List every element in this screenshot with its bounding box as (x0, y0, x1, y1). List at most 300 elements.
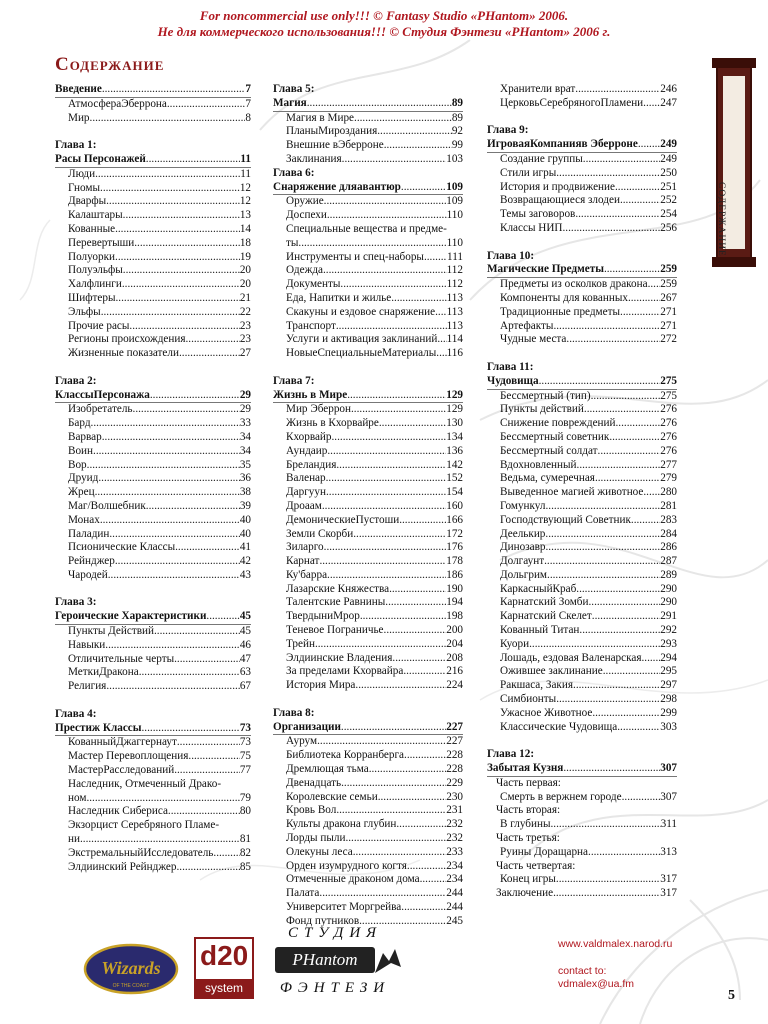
toc-leader-dots (91, 417, 240, 431)
toc-entry[interactable] (273, 431, 463, 445)
toc-page-number: 19 (239, 250, 251, 263)
toc-entry[interactable] (273, 459, 463, 473)
toc-entry[interactable] (273, 347, 463, 361)
toc-entry[interactable] (55, 264, 251, 278)
toc-entry-title: Жизненные показатели (68, 347, 179, 360)
toc-entry[interactable] (487, 153, 677, 167)
toc-entry[interactable] (55, 625, 251, 639)
toc-entry[interactable] (55, 98, 251, 112)
toc-chapter-heading: Глава 10: (487, 249, 535, 262)
toc-leader-dots (529, 638, 660, 652)
toc-entry[interactable] (55, 347, 251, 361)
toc-entry-title: АтмосфераЭберрона (68, 97, 167, 110)
toc-entry[interactable] (55, 333, 251, 347)
toc-entry-title: КованныйДжаггернаут (68, 736, 177, 749)
toc-entry-title: Кровь Вол (286, 804, 337, 817)
toc-entry[interactable] (55, 431, 251, 445)
toc-leader-dots (167, 98, 246, 112)
toc-chapter-title[interactable] (55, 389, 251, 404)
toc-entry[interactable] (273, 486, 463, 500)
toc-entry[interactable] (273, 887, 463, 901)
toc-entry[interactable] (273, 583, 463, 597)
toc-entry[interactable] (273, 264, 463, 278)
wizards-logo-text: Wizards (101, 958, 161, 978)
toc-entry[interactable] (273, 333, 463, 347)
toc-page-number: 23 (239, 319, 251, 332)
toc-entry[interactable] (55, 182, 251, 196)
toc-entry-title: Аундаир (286, 444, 328, 457)
toc-entry-title: Воин (68, 444, 94, 457)
toc-entry[interactable] (273, 791, 463, 805)
website-link[interactable]: www.valdmalex.narod.ru (558, 938, 673, 950)
toc-entry[interactable] (273, 153, 463, 167)
toc-entry[interactable] (487, 528, 677, 542)
toc-entry[interactable] (487, 665, 677, 679)
toc-entry[interactable] (273, 832, 463, 846)
toc-leader-dots (336, 804, 446, 818)
toc-page-number: 38 (239, 486, 251, 499)
toc-chapter-title[interactable] (273, 721, 463, 736)
toc-entry-title: Стили игры (500, 166, 557, 179)
toc-chapter-title[interactable] (487, 263, 677, 278)
toc-leader-dots (179, 347, 240, 361)
toc-chapter-title[interactable] (273, 97, 463, 112)
toc-entry[interactable] (55, 209, 251, 223)
toc-entry[interactable] (55, 680, 251, 694)
toc-entry-title: Лошадь, ездовая Валенарская (500, 651, 642, 664)
toc-entry[interactable] (55, 514, 251, 528)
toc-entry-title: Олекуны леса (286, 845, 353, 858)
toc-entry[interactable] (273, 901, 463, 915)
toc-page-number: 299 (660, 706, 677, 719)
toc-entry-continued: Часть первая: (496, 776, 561, 789)
toc-entry-title: Выведенное магией животное (500, 486, 644, 499)
toc-entry[interactable] (487, 97, 677, 111)
toc-entry[interactable] (487, 514, 677, 528)
toc-page-number: 277 (660, 458, 677, 471)
toc-entry[interactable] (273, 749, 463, 763)
toc-leader-dots (336, 459, 446, 473)
toc-spacer (487, 111, 677, 125)
toc-entry[interactable] (273, 804, 463, 818)
toc-page-number: 276 (660, 403, 677, 416)
toc-entry[interactable] (273, 209, 463, 223)
toc-entry[interactable] (273, 445, 463, 459)
toc-page-number: 230 (446, 790, 463, 803)
toc-leader-dots (575, 83, 660, 97)
toc-entry[interactable] (273, 251, 463, 265)
toc-entry[interactable] (273, 652, 463, 666)
toc-entry[interactable] (55, 459, 251, 473)
toc-leader-dots (322, 500, 446, 514)
toc-entry[interactable] (273, 112, 463, 126)
toc-entry[interactable] (273, 846, 463, 860)
toc-entry[interactable] (487, 83, 677, 97)
studio-phantom-logo (265, 925, 405, 1005)
toc-entry-title: Полуэльфы (68, 264, 123, 277)
toc-entry-title: Калаштары (68, 209, 123, 222)
toc-entry[interactable] (273, 679, 463, 693)
toc-leader-dots (340, 278, 446, 292)
toc-leader-dots (545, 528, 660, 542)
toc-leader-dots (174, 653, 240, 667)
toc-entry[interactable] (55, 792, 251, 806)
toc-entry[interactable] (55, 403, 251, 417)
toc-entry[interactable] (487, 500, 677, 514)
toc-entry-title: Друид (68, 472, 99, 485)
toc-entry[interactable] (487, 791, 677, 805)
toc-entry-title: Трейн (286, 637, 315, 650)
toc-leader-dots (100, 514, 240, 528)
toc-entry[interactable] (487, 167, 677, 181)
toc-entry[interactable] (273, 873, 463, 887)
toc-leader-dots (563, 222, 661, 236)
toc-chapter-title[interactable] (55, 153, 251, 168)
toc-page-number: 232 (446, 832, 463, 845)
toc-leader-dots (583, 153, 660, 167)
toc-page-number: 317 (660, 887, 677, 900)
toc-entry[interactable] (273, 320, 463, 334)
toc-page-number: 103 (446, 152, 463, 165)
toc-entry-title: Карнат (286, 555, 320, 568)
toc-entry[interactable] (55, 472, 251, 486)
toc-entry[interactable] (55, 764, 251, 778)
toc-page-number: 267 (660, 291, 677, 304)
toc-entry[interactable] (273, 777, 463, 791)
toc-entry-title: Изобретатель (68, 403, 133, 416)
toc-chapter-title[interactable] (55, 610, 251, 625)
toc-entry[interactable] (55, 306, 251, 320)
toc-chapter-title[interactable] (55, 83, 251, 98)
toc-entry[interactable] (487, 596, 677, 610)
toc-entry-title: Динозавр (500, 541, 546, 554)
toc-entry[interactable] (55, 445, 251, 459)
toc-entry[interactable] (487, 292, 677, 306)
toc-leader-dots (609, 431, 660, 445)
toc-leader-dots (377, 125, 452, 139)
toc-page-number: 276 (660, 444, 677, 457)
toc-leader-dots (108, 569, 240, 583)
toc-entry[interactable] (487, 222, 677, 236)
toc-entry[interactable] (55, 237, 251, 251)
toc-entry[interactable] (487, 320, 677, 334)
toc-page-number: 271 (660, 305, 677, 318)
toc-leader-dots (545, 541, 660, 555)
contact-info (558, 938, 672, 991)
toc-entry[interactable] (273, 472, 463, 486)
toc-page-number: 43 (239, 568, 251, 581)
toc-entry[interactable] (55, 320, 251, 334)
toc-entry[interactable] (273, 541, 463, 555)
toc-entry[interactable] (273, 292, 463, 306)
toc-page-number: 63 (239, 666, 251, 679)
toc-entry[interactable] (487, 541, 677, 555)
toc-entry[interactable] (55, 278, 251, 292)
toc-entry-title: Наследник Сибериса (68, 805, 168, 818)
toc-entry[interactable] (487, 721, 677, 735)
toc-page-number: 275 (660, 374, 677, 387)
toc-entry[interactable] (273, 569, 463, 583)
toc-entry[interactable] (487, 403, 677, 417)
toc-leader-dots (592, 707, 660, 721)
toc-entry[interactable] (55, 736, 251, 750)
toc-entry[interactable] (55, 666, 251, 680)
toc-entry-title: КлассыПерсонажа (55, 388, 150, 401)
toc-page-number: 36 (239, 472, 251, 485)
toc-leader-dots (598, 445, 661, 459)
toc-chapter-title[interactable] (487, 762, 677, 777)
toc-entry[interactable] (273, 403, 463, 417)
toc-entry[interactable] (55, 847, 251, 861)
toc-entry-title: Снижение повреждений (500, 417, 616, 430)
toc-entry[interactable] (273, 237, 463, 251)
toc-leader-dots (115, 223, 240, 237)
toc-entry[interactable] (487, 390, 677, 404)
toc-entry[interactable] (487, 610, 677, 624)
toc-page-number: 208 (446, 651, 463, 664)
toc-chapter-title[interactable] (273, 181, 463, 196)
toc-entry[interactable] (273, 763, 463, 777)
toc-leader-dots (354, 112, 452, 126)
toc-entry[interactable] (273, 125, 463, 139)
toc-entry[interactable] (487, 818, 677, 832)
toc-chapter-title[interactable] (273, 389, 463, 404)
toc-entry[interactable] (487, 679, 677, 693)
toc-leader-dots (392, 652, 446, 666)
toc-entry[interactable] (487, 555, 677, 569)
toc-entry-title: Маг/Волшебник (68, 499, 146, 512)
toc-entry[interactable] (55, 653, 251, 667)
toc-page-number: 73 (239, 736, 251, 749)
toc-entry[interactable] (55, 569, 251, 583)
toc-entry[interactable] (487, 638, 677, 652)
toc-entry-title: Возвращающиеся злодеи (500, 194, 620, 207)
toc-page-number: 77 (239, 764, 251, 777)
toc-page-number: 111 (447, 250, 463, 263)
toc-entry[interactable] (273, 417, 463, 431)
toc-leader-dots (628, 292, 660, 306)
toc-entry[interactable] (55, 833, 251, 847)
toc-entry[interactable] (55, 251, 251, 265)
toc-entry[interactable] (55, 500, 251, 514)
toc-leader-dots (298, 237, 446, 251)
toc-entry-title: ТвердыниМрор (286, 610, 360, 623)
toc-leader-dots (579, 624, 660, 638)
toc-leader-dots (341, 721, 446, 735)
toc-page-number: 89 (451, 111, 463, 124)
toc-entry-title: ЭкстремальныйИсследователь (68, 846, 214, 859)
toc-entry[interactable] (487, 887, 677, 901)
toc-entry[interactable] (487, 306, 677, 320)
toc-entry[interactable] (55, 541, 251, 555)
toc-entry[interactable] (273, 500, 463, 514)
toc-page-number: 130 (446, 417, 463, 430)
toc-entry[interactable] (487, 569, 677, 583)
wizards-of-the-coast-logo (82, 939, 180, 997)
toc-page-number: 190 (446, 582, 463, 595)
toc-page-number: 176 (446, 541, 463, 554)
toc-entry[interactable] (273, 818, 463, 832)
toc-page-number: 21 (239, 291, 251, 304)
toc-entry[interactable] (487, 459, 677, 473)
toc-entry[interactable] (273, 195, 463, 209)
toc-entry[interactable] (487, 417, 677, 431)
toc-entry[interactable] (487, 333, 677, 347)
toc-spacer (273, 693, 463, 707)
toc-entry[interactable] (487, 472, 677, 486)
toc-entry[interactable] (55, 486, 251, 500)
toc-leader-dots (109, 528, 239, 542)
toc-entry[interactable] (55, 750, 251, 764)
toc-entry[interactable] (273, 306, 463, 320)
toc-entry[interactable] (487, 194, 677, 208)
toc-entry-title: Бард (68, 417, 91, 430)
toc-page-number: 23 (239, 333, 251, 346)
toc-entry[interactable] (273, 139, 463, 153)
toc-column-2 (273, 83, 463, 929)
toc-leader-dots (592, 610, 660, 624)
toc-entry-title: Карнатский Скелет (500, 610, 592, 623)
toc-entry[interactable] (55, 639, 251, 653)
toc-entry-title: За пределами Кхорвайра (286, 665, 404, 678)
toc-chapter-title[interactable] (55, 722, 251, 737)
page-title: Содержание (55, 54, 165, 75)
toc-page-number: 295 (660, 665, 677, 678)
toc-page-number: 99 (451, 139, 463, 152)
toc-entry[interactable] (273, 860, 463, 874)
toc-page-number: 114 (446, 333, 463, 346)
toc-entry[interactable] (273, 665, 463, 679)
toc-entry[interactable] (487, 624, 677, 638)
toc-entry[interactable] (273, 514, 463, 528)
toc-entry[interactable] (55, 417, 251, 431)
toc-leader-dots (384, 139, 452, 153)
toc-leader-dots (327, 445, 446, 459)
toc-entry[interactable] (487, 846, 677, 860)
toc-leader-dots (213, 847, 239, 861)
toc-spacer (55, 694, 251, 708)
toc-entry[interactable] (487, 278, 677, 292)
toc-leader-dots (129, 320, 239, 334)
toc-leader-dots (435, 306, 447, 320)
toc-entry[interactable] (487, 486, 677, 500)
toc-entry[interactable] (55, 805, 251, 819)
toc-leader-dots (566, 333, 660, 347)
toc-entry[interactable] (487, 707, 677, 721)
toc-entry[interactable] (273, 638, 463, 652)
toc-leader-dots (575, 208, 660, 222)
toc-entry-title: Артефакты (500, 319, 554, 332)
toc-entry[interactable] (487, 873, 677, 887)
toc-entry-title: Лорды пыли (286, 832, 346, 845)
toc-leader-dots (146, 500, 240, 514)
toc-page-number: 280 (660, 486, 677, 499)
toc-entry[interactable] (487, 693, 677, 707)
toc-entry-title: Пункты Действий (68, 625, 154, 638)
toc-leader-dots (175, 541, 240, 555)
toc-page-number: 42 (239, 555, 251, 568)
toc-leader-dots (95, 168, 240, 182)
toc-entry-title: Полуорки (68, 250, 116, 263)
toc-leader-dots (351, 403, 446, 417)
toc-leader-dots (595, 472, 660, 486)
toc-chapter-title[interactable] (487, 138, 677, 153)
toc-page-number: 287 (660, 555, 677, 568)
toc-entry-title: Жизнь в Мире (273, 388, 348, 401)
toc-entry[interactable] (55, 168, 251, 182)
toc-leader-dots (573, 679, 660, 693)
toc-entry-title: Перевертыши (68, 236, 135, 249)
toc-page-number: 34 (239, 430, 251, 443)
toc-entry[interactable] (487, 445, 677, 459)
toc-leader-dots (106, 195, 240, 209)
toc-entry[interactable] (487, 583, 677, 597)
toc-page-number: 252 (660, 194, 677, 207)
toc-leader-dots (154, 625, 240, 639)
d20-logo-bottom: system (196, 979, 252, 997)
toc-entry-title: Талентские Равнины (286, 596, 386, 609)
toc-entry[interactable] (55, 112, 251, 126)
toc-leader-dots (324, 195, 447, 209)
toc-entry-title: Орден изумрудного когтя (286, 859, 407, 872)
toc-entry-title: Прочие расы (68, 319, 130, 332)
toc-page-number: 292 (660, 624, 677, 637)
toc-page-number: 12 (239, 195, 251, 208)
toc-leader-dots (401, 901, 446, 915)
toc-entry-title: Жизнь в Кхорвайре (286, 417, 379, 430)
toc-entry[interactable] (55, 861, 251, 875)
toc-chapter-heading: Глава 1: (55, 139, 97, 152)
toc-entry[interactable] (487, 208, 677, 222)
toc-entry[interactable] (273, 278, 463, 292)
toc-entry-title: Деелькир (500, 527, 546, 540)
toc-leader-dots (341, 777, 446, 791)
notice-line-ru: Не для коммерческого использования!!! © Студия Фэнтези «PHantom» 2006 г. (157, 24, 611, 39)
toc-page-number: 276 (660, 430, 677, 443)
toc-entry[interactable] (487, 431, 677, 445)
toc-entry[interactable] (273, 555, 463, 569)
toc-entry[interactable] (273, 610, 463, 624)
toc-page-number: 198 (446, 610, 463, 623)
toc-chapter-title[interactable] (487, 375, 677, 390)
toc-entry[interactable] (487, 652, 677, 666)
toc-entry[interactable] (55, 528, 251, 542)
toc-entry[interactable] (273, 528, 463, 542)
toc-entry-title: Карнатский Зомби (500, 596, 589, 609)
toc-entry-title: Руины Доращарна (500, 845, 589, 858)
toc-entry[interactable] (55, 223, 251, 237)
toc-page-number: 271 (660, 319, 677, 332)
toc-page-number: 67 (239, 680, 251, 693)
toc-entry[interactable] (487, 181, 677, 195)
toc-entry-title: Мир Эберрон (286, 403, 351, 416)
toc-entry-title: Гомункул (500, 499, 546, 512)
toc-entry[interactable] (273, 735, 463, 749)
toc-page-number: 134 (446, 430, 463, 443)
toc-entry[interactable] (273, 596, 463, 610)
toc-leader-dots (102, 431, 240, 445)
toc-entry-title: КаркасныйКраб (500, 582, 577, 595)
toc-entry[interactable] (55, 195, 251, 209)
toc-entry[interactable] (55, 555, 251, 569)
toc-page-number: 46 (239, 638, 251, 651)
toc-leader-dots (369, 763, 447, 777)
toc-entry-title: Престиж Классы (55, 721, 142, 734)
email-link[interactable]: vdmalex@ua.fm (558, 978, 635, 990)
toc-entry[interactable] (55, 292, 251, 306)
toc-entry[interactable] (273, 624, 463, 638)
toc-entry-title: Дроаам (286, 499, 322, 512)
